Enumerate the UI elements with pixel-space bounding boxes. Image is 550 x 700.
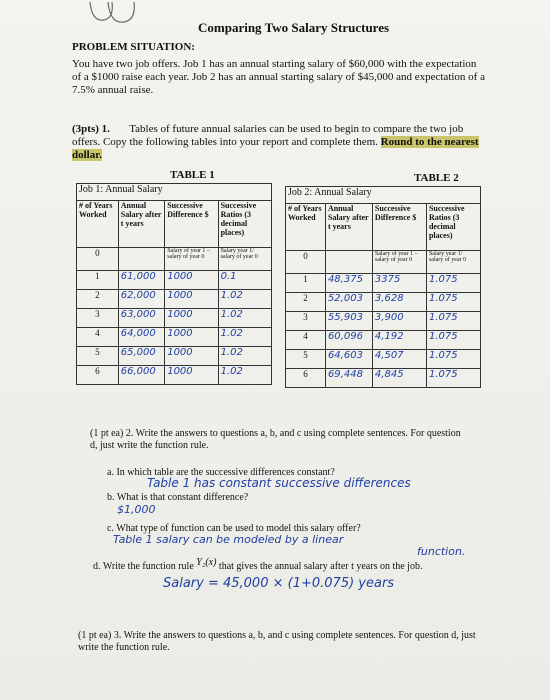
table-1-diff-cell: 1000 xyxy=(167,366,193,377)
table-1-subheader-0: 0 xyxy=(77,248,119,271)
question-2a-text: a. In which table are the successive differences constant? xyxy=(107,467,335,478)
table-row xyxy=(286,369,481,388)
question-1-text: Tables of future annual salaries can be used to begin to compare the two job offers. Copy the following tables into your report and complete them. xyxy=(72,123,464,148)
table-1-subheader-1 xyxy=(118,248,164,271)
table-2-diff-cell-wrap xyxy=(372,312,426,331)
table-1-ratio-cell: 1.02 xyxy=(220,366,243,377)
table-2-diff-cell: 4,845 xyxy=(374,369,404,380)
problem-situation-heading: PROBLEM SITUATION: xyxy=(72,41,195,53)
table-2-subheader-3: Salary year 1/ salary of year 0 xyxy=(426,251,480,274)
table-2-ratio-cell-wrap xyxy=(426,369,480,388)
question-2d-text-start: d. Write the function rule xyxy=(93,561,194,572)
table-2-subheader-0: 0 xyxy=(286,251,326,274)
table-2-label: TABLE 2 xyxy=(414,172,459,184)
table-row xyxy=(77,347,272,366)
question-2d-answer: Salary = 45,000 × (1+0.075) years xyxy=(163,576,395,591)
table-row xyxy=(286,350,481,369)
question-2c-answer-line-1: Table 1 salary can be modeled by a linear xyxy=(113,533,344,546)
table-1-diff-cell-wrap xyxy=(165,328,218,347)
table-1-header-difference: Successive Difference $ xyxy=(165,201,218,248)
table-2-year-cell: 5 xyxy=(286,350,326,369)
table-1-salary-cell-wrap xyxy=(118,309,164,328)
table-2-salary-cell: 60,096 xyxy=(327,331,363,342)
table-2-subheader-2: Salary of year 1 – salary of year 0 xyxy=(372,251,426,274)
question-2d xyxy=(93,557,423,591)
table-1-year-cell: 5 xyxy=(77,347,119,366)
table-1-salary-cell: 66,000 xyxy=(120,366,156,377)
table-1-diff-cell-wrap xyxy=(165,290,218,309)
table-1-subheader-3: Salary year 1/ salary of year 0 xyxy=(218,248,271,271)
table-2-diff-cell-wrap xyxy=(372,350,426,369)
table-2-year-cell: 1 xyxy=(286,274,326,293)
table-2-diff-cell: 4,507 xyxy=(374,350,404,361)
table-2-salary-cell: 64,603 xyxy=(327,350,363,361)
question-2b-text: b. What is that constant difference? xyxy=(107,492,249,503)
table-1-header-years: # of Years Worked xyxy=(77,201,119,248)
question-2b-answer: $1,000 xyxy=(117,503,156,516)
table-row xyxy=(286,331,481,350)
table-1-header-salary: Annual Salary after t years xyxy=(118,201,164,248)
table-row xyxy=(77,328,272,347)
table-2-diff-cell-wrap xyxy=(372,369,426,388)
question-2c-text: c. What type of function can be used to model this salary offer? xyxy=(107,523,361,534)
table-row xyxy=(77,366,272,385)
page-title: Comparing Two Salary Structures xyxy=(198,20,390,35)
table-1-year-cell: 3 xyxy=(77,309,119,328)
table-1-salary-cell: 63,000 xyxy=(120,309,156,320)
table-2-salary-cell: 52,003 xyxy=(327,293,363,304)
table-1-ratio-cell: 1.02 xyxy=(220,328,243,339)
table-2-ratio-cell: 1.075 xyxy=(428,350,458,361)
table-1-diff-cell: 1000 xyxy=(167,328,193,339)
question-2c xyxy=(107,523,465,558)
question-2-instructions: (1 pt ea) 2. Write the answers to questions a, b, and c using complete sentences. For question d, just write the function rule. xyxy=(90,428,461,451)
table-2-ratio-cell: 1.075 xyxy=(428,274,458,285)
question-1 xyxy=(72,123,484,162)
table-1-salary-cell-wrap xyxy=(118,328,164,347)
table-1-year-cell: 4 xyxy=(77,328,119,347)
table-1-diff-cell-wrap xyxy=(165,309,218,328)
question-2c-answer-line-2: function. xyxy=(417,545,466,558)
table-1-ratio-cell: 1.02 xyxy=(220,290,243,301)
table-1-ratio-cell-wrap xyxy=(218,328,271,347)
table-2-header-salary: Annual Salary after t years xyxy=(325,204,372,251)
table-2-diff-cell: 3375 xyxy=(374,274,401,285)
table-2-ratio-cell: 1.075 xyxy=(428,331,458,342)
table-1-ratio-cell-wrap xyxy=(218,290,271,309)
table-1-diff-cell-wrap xyxy=(165,271,218,290)
table-2-year-cell: 2 xyxy=(286,293,326,312)
table-2-salary-cell-wrap xyxy=(325,274,372,293)
table-2-diff-cell-wrap xyxy=(372,331,426,350)
table-1-ratio-cell-wrap xyxy=(218,309,271,328)
table-1-diff-cell: 1000 xyxy=(167,290,193,301)
table-2-year-cell: 3 xyxy=(286,312,326,331)
table-2-salary-cell-wrap xyxy=(325,312,372,331)
table-2-diff-cell: 4,192 xyxy=(374,331,404,342)
table-row xyxy=(286,274,481,293)
table-1-ratio-cell: 1.02 xyxy=(220,309,243,320)
table-1-salary-cell: 61,000 xyxy=(120,271,156,282)
table-2-salary-cell-wrap xyxy=(325,350,372,369)
table-2-salary-cell-wrap xyxy=(325,369,372,388)
table-row xyxy=(77,271,272,290)
table-2-ratio-cell: 1.075 xyxy=(428,293,458,304)
question-2a-answer: Table 1 has constant successive differences xyxy=(147,476,411,490)
table-2-salary-cell: 69,448 xyxy=(327,369,363,380)
table-1-salary-cell: 65,000 xyxy=(120,347,156,358)
table-1-salary-cell: 62,000 xyxy=(120,290,156,301)
table-row xyxy=(286,293,481,312)
table-1-diff-cell-wrap xyxy=(165,366,218,385)
table-1-salary-cell-wrap xyxy=(118,366,164,385)
table-1-year-cell: 1 xyxy=(77,271,119,290)
table-1-diff-cell: 1000 xyxy=(167,271,193,282)
table-2-header-difference: Successive Difference $ xyxy=(372,204,426,251)
table-1-title: Job 1: Annual Salary xyxy=(77,184,272,201)
question-3-instructions: (1 pt ea) 3. Write the answers to questions a, b, and c using complete sentences. For question d, just write the function rule. xyxy=(78,630,476,653)
table-1-salary-cell: 64,000 xyxy=(120,328,156,339)
table-2 xyxy=(285,186,481,388)
table-2-diff-cell-wrap xyxy=(372,274,426,293)
table-2-diff-cell-wrap xyxy=(372,293,426,312)
table-2-ratio-cell: 1.075 xyxy=(428,369,458,380)
table-2-year-cell: 4 xyxy=(286,331,326,350)
table-2-header-years: # of Years Worked xyxy=(286,204,326,251)
table-2-salary-cell: 55,903 xyxy=(327,312,363,323)
table-1-subheader-2: Salary of year 1 – salary of year 0 xyxy=(165,248,218,271)
table-1-diff-cell: 1000 xyxy=(167,347,193,358)
table-2-ratio-cell: 1.075 xyxy=(428,312,458,323)
table-1-diff-cell-wrap xyxy=(165,347,218,366)
table-row xyxy=(286,312,481,331)
table-2-subheader-1 xyxy=(325,251,372,274)
table-row xyxy=(77,309,272,328)
table-2-diff-cell: 3,628 xyxy=(374,293,404,304)
question-2d-rule-symbol: Y₂(x) xyxy=(196,557,217,568)
table-1-salary-cell-wrap xyxy=(118,271,164,290)
logo-scribble-icon xyxy=(86,0,142,26)
question-2b xyxy=(107,492,248,516)
table-1-salary-cell-wrap xyxy=(118,290,164,309)
table-2-ratio-cell-wrap xyxy=(426,350,480,369)
question-2a xyxy=(107,467,411,490)
table-1-ratio-cell-wrap xyxy=(218,366,271,385)
table-2-salary-cell: 48,375 xyxy=(327,274,363,285)
table-2-ratio-cell-wrap xyxy=(426,312,480,331)
question-1-highlight: Round to the nearest dollar. xyxy=(72,136,479,161)
table-1-ratio-cell: 1.02 xyxy=(220,347,243,358)
table-1-diff-cell: 1000 xyxy=(167,309,193,320)
table-1-header-ratios: Successive Ratios (3 decimal places) xyxy=(218,201,271,248)
table-1-year-cell: 6 xyxy=(77,366,119,385)
table-2-ratio-cell-wrap xyxy=(426,331,480,350)
table-1-year-cell: 2 xyxy=(77,290,119,309)
table-row xyxy=(77,290,272,309)
table-2-header-ratios: Successive Ratios (3 decimal places) xyxy=(426,204,480,251)
problem-intro: You have two job offers. Job 1 has an annual starting salary of $60,000 with the expectation of a $1000 raise each year. Job 2 has an annual starting salary of $45,000 and expectation of a 7.5% annual raise. xyxy=(72,58,485,96)
table-2-salary-cell-wrap xyxy=(325,331,372,350)
table-1-ratio-cell: 0.1 xyxy=(220,271,237,282)
table-2-title: Job 2: Annual Salary xyxy=(286,187,481,204)
question-1-label: (3pts) 1. xyxy=(72,123,110,135)
table-1 xyxy=(76,183,272,385)
table-1-ratio-cell-wrap xyxy=(218,347,271,366)
table-1-label: TABLE 1 xyxy=(170,169,215,181)
table-1-ratio-cell-wrap xyxy=(218,271,271,290)
table-2-ratio-cell-wrap xyxy=(426,293,480,312)
table-2-diff-cell: 3,900 xyxy=(374,312,404,323)
table-2-ratio-cell-wrap xyxy=(426,274,480,293)
table-2-year-cell: 6 xyxy=(286,369,326,388)
table-1-salary-cell-wrap xyxy=(118,347,164,366)
question-2d-text-end: that gives the annual salary after t years on the job. xyxy=(218,561,423,572)
table-2-salary-cell-wrap xyxy=(325,293,372,312)
